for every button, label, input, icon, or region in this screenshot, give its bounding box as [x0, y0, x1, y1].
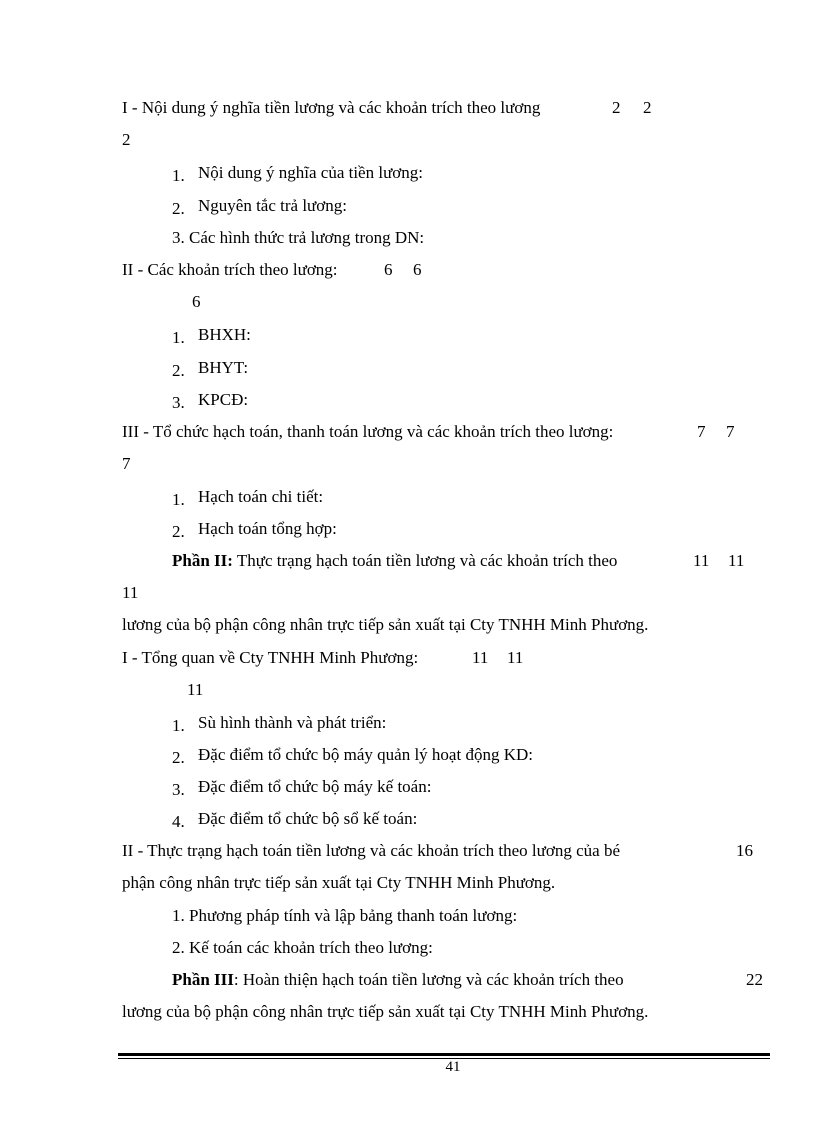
toc-subentry: 1. Sù hình thành và phát triển: [172, 713, 387, 735]
page-ref: 11 [122, 583, 139, 602]
page-ref: 7 [697, 422, 706, 441]
page-ref: 6 [192, 292, 201, 311]
toc-entry: II - Các khoản trích theo lương: [122, 260, 338, 279]
toc-subentry: 1. BHXH: [172, 325, 251, 347]
toc-entry: II - Thực trạng hạch toán tiền lương và các khoản trích theo lương của bé [122, 841, 620, 860]
toc-subentry: 3. Đặc điểm tổ chức bộ máy kế toán: [172, 777, 432, 799]
toc-entry: I - Nội dung ý nghĩa tiền lương và các khoản trích theo lương [122, 98, 541, 117]
page-ref: 6 [384, 260, 393, 279]
toc-part-heading: Phần II: Thực trạng hạch toán tiền lương và các khoản trích theo [172, 551, 618, 570]
toc-continuation: lương của bộ phận công nhân trực tiếp sản xuất tại Cty TNHH Minh Phương. [122, 1002, 649, 1021]
page-ref: 22 [746, 970, 763, 989]
page-ref: 7 [726, 422, 735, 441]
toc-subentry: 1. Phương pháp tính và lập bảng thanh toán lương: [172, 906, 518, 925]
toc-subentry: 2. Nguyên tắc trả lương: [172, 196, 347, 218]
toc-subentry: 2. BHYT: [172, 358, 249, 380]
page-ref: 2 [643, 98, 652, 117]
toc-subentry: 1. Hạch toán chi tiết: [172, 487, 324, 509]
toc-subentry: 2. Kế toán các khoản trích theo lương: [172, 938, 433, 957]
page-ref: 11 [693, 551, 710, 570]
page-number: 41 [445, 1059, 461, 1075]
page-ref: 11 [187, 680, 204, 699]
toc-subentry: 2. Đặc điểm tổ chức bộ máy quản lý hoạt động KD: [172, 745, 533, 767]
page-ref: 11 [507, 648, 524, 667]
page-ref: 11 [728, 551, 745, 570]
toc-subentry: 2. Hạch toán tổng hợp: [172, 519, 337, 541]
toc-subentry: 4. Đặc điểm tổ chức bộ sổ kế toán: [172, 809, 418, 831]
toc-subentry: 3. Các hình thức trả lương trong DN: [172, 228, 425, 247]
toc-continuation: lương của bộ phận công nhân trực tiếp sản xuất tại Cty TNHH Minh Phương. [122, 615, 649, 634]
page-ref: 2 [612, 98, 621, 117]
page-ref: 6 [413, 260, 422, 279]
toc-subentry: 3. KPCĐ: [172, 390, 249, 412]
toc-subentry: 1. Nội dung ý nghĩa của tiền lương: [172, 163, 424, 185]
toc-entry: III - Tổ chức hạch toán, thanh toán lương và các khoản trích theo lương: [122, 422, 614, 441]
page-ref: 7 [122, 454, 131, 473]
page-ref: 16 [736, 841, 753, 860]
page-ref: 11 [472, 648, 489, 667]
toc-entry: I - Tổng quan về Cty TNHH Minh Phương: [122, 648, 419, 667]
toc-continuation: phận công nhân trực tiếp sản xuất tại Cty TNHH Minh Phương. [122, 873, 556, 892]
page-ref: 2 [122, 130, 131, 149]
footer-rule [118, 1053, 770, 1056]
toc-part-heading: Phần III: Hoàn thiện hạch toán tiền lương và các khoản trích theo [172, 970, 624, 989]
